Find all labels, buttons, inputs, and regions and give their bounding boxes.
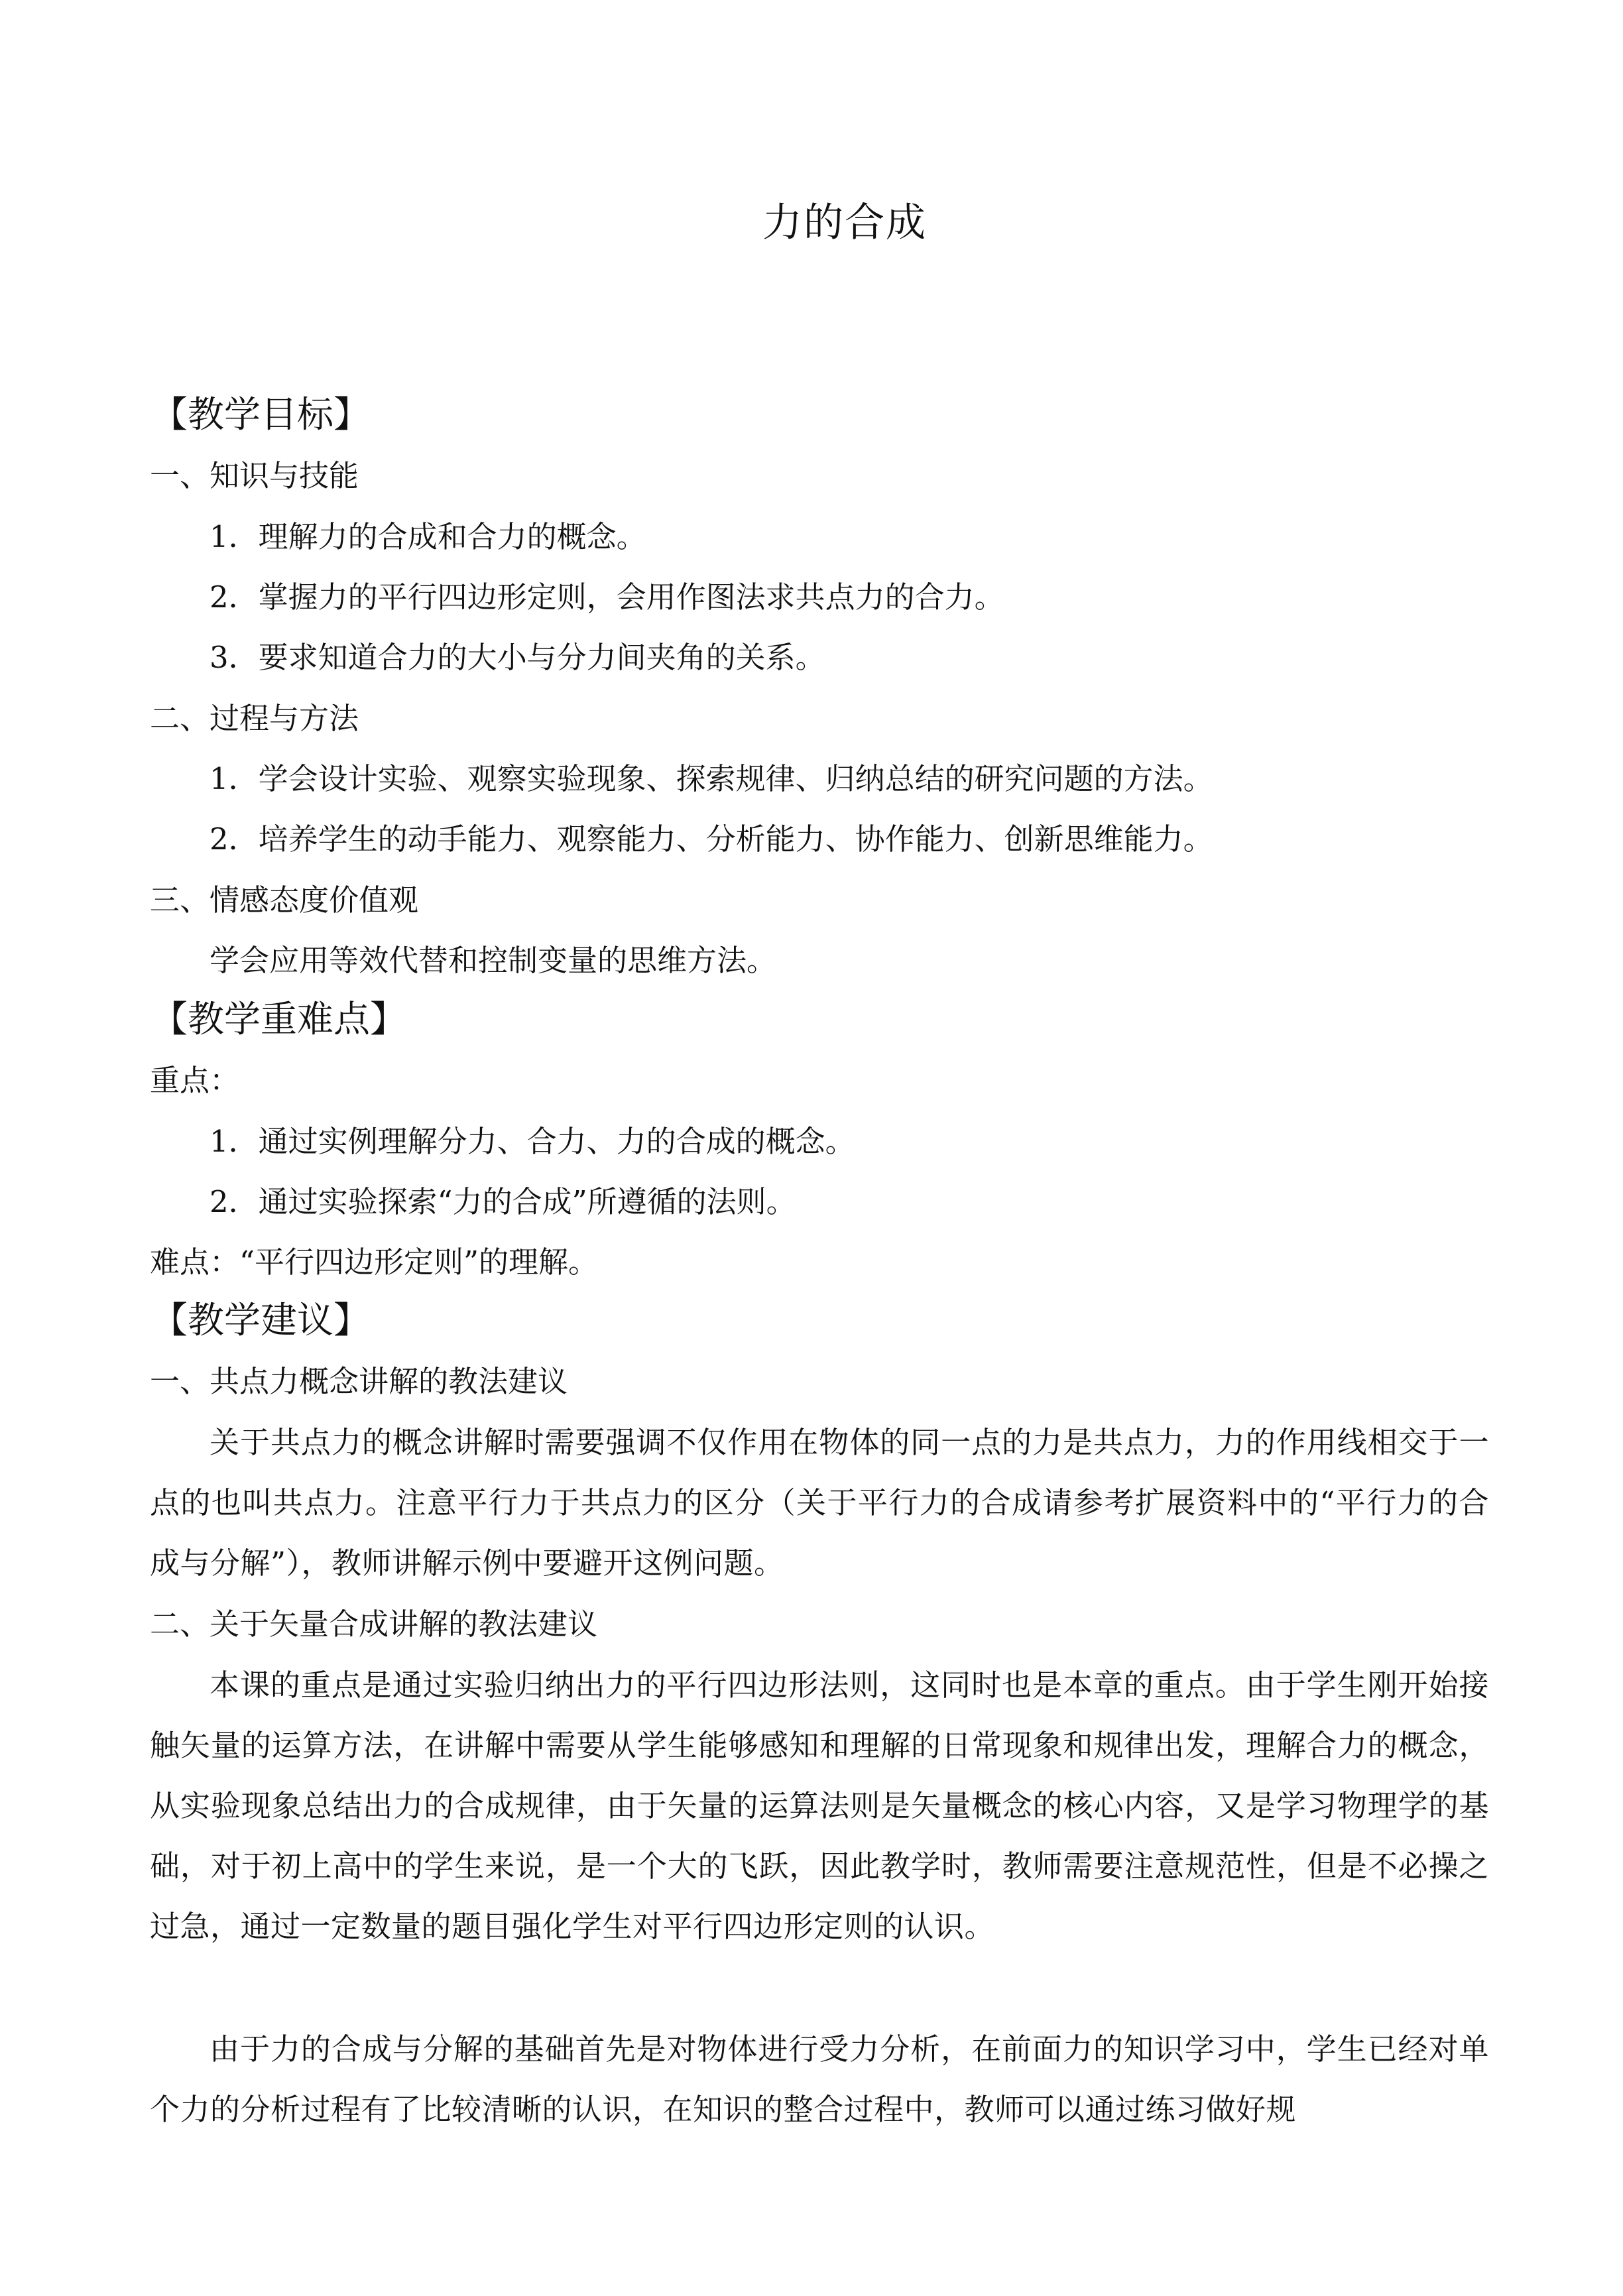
section-heading-objectives: 【教学目标】 (151, 393, 371, 436)
key-points-label: 重点： (150, 1063, 240, 1098)
page-title: 力的合成 (762, 200, 927, 246)
list-item: 3．要求知道合力的大小与分力间夹角的关系。 (210, 640, 825, 675)
paragraph-vector-1: 本课的重点是通过实验归纳出力的平行四边形法则，这同时也是本章的重点。由于学生刚开始接触矢量的运算方法，在讲解中需要从学生能够感知和理解的日常现象和规律出发，理解合力的概念，从实验现象总结出力的合成规律，由于矢量的运算法则是矢量概念的核心内容，又是学习物理学的基础，对于初上高中的学生来说，是一个大的飞跃，因此教学时，教师需要注意规范性，但是不必操之过急，通过一定数量的题目强化学生对平行四边形定则的认识。 (150, 1667, 1489, 1944)
list-item: 2．通过实验探索“力的合成”所遵循的法则。 (210, 1184, 796, 1219)
subsection-heading-process: 二、过程与方法 (150, 701, 359, 736)
list-item: 1．学会设计实验、观察实验现象、探索规律、归纳总结的研究问题的方法。 (210, 761, 1213, 796)
section-heading-key-points: 【教学重难点】 (151, 998, 407, 1040)
list-item: 1．通过实例理解分力、合力、力的合成的概念。 (210, 1124, 855, 1159)
subsection-heading-concept: 一、共点力概念讲解的教法建议 (150, 1364, 568, 1399)
subsection-heading-knowledge: 一、知识与技能 (150, 458, 359, 493)
section-heading-suggestions: 【教学建议】 (151, 1299, 371, 1341)
list-item: 2．培养学生的动手能力、观察能力、分析能力、协作能力、创新思维能力。 (210, 821, 1213, 857)
paragraph-vector-2: 由于力的合成与分解的基础首先是对物体进行受力分析，在前面力的知识学习中，学生已经对单个力的分析过程有了比较清晰的认识，在知识的整合过程中，教师可以通过练习做好规 (150, 2031, 1489, 2127)
subsection-heading-emotion: 三、情感态度价值观 (150, 882, 419, 918)
list-item: 1．理解力的合成和合力的概念。 (210, 519, 646, 554)
paragraph-concept: 关于共点力的概念讲解时需要强调不仅作用在物体的同一点的力是共点力，力的作用线相交于一点的也叫共点力。注意平行力于共点力的区分（关于平行力的合成请参考扩展资料中的“平行力的合成与分解”），教师讲解示例中要避开这例问题。 (150, 1425, 1489, 1581)
difficulty-text: 难点：“平行四边形定则”的理解。 (150, 1244, 599, 1280)
list-item: 2．掌握力的平行四边形定则，会用作图法求共点力的合力。 (210, 579, 1004, 615)
subsection-heading-vector: 二、关于矢量合成讲解的教法建议 (150, 1606, 598, 1642)
body-text: 学会应用等效代替和控制变量的思维方法。 (210, 943, 777, 978)
